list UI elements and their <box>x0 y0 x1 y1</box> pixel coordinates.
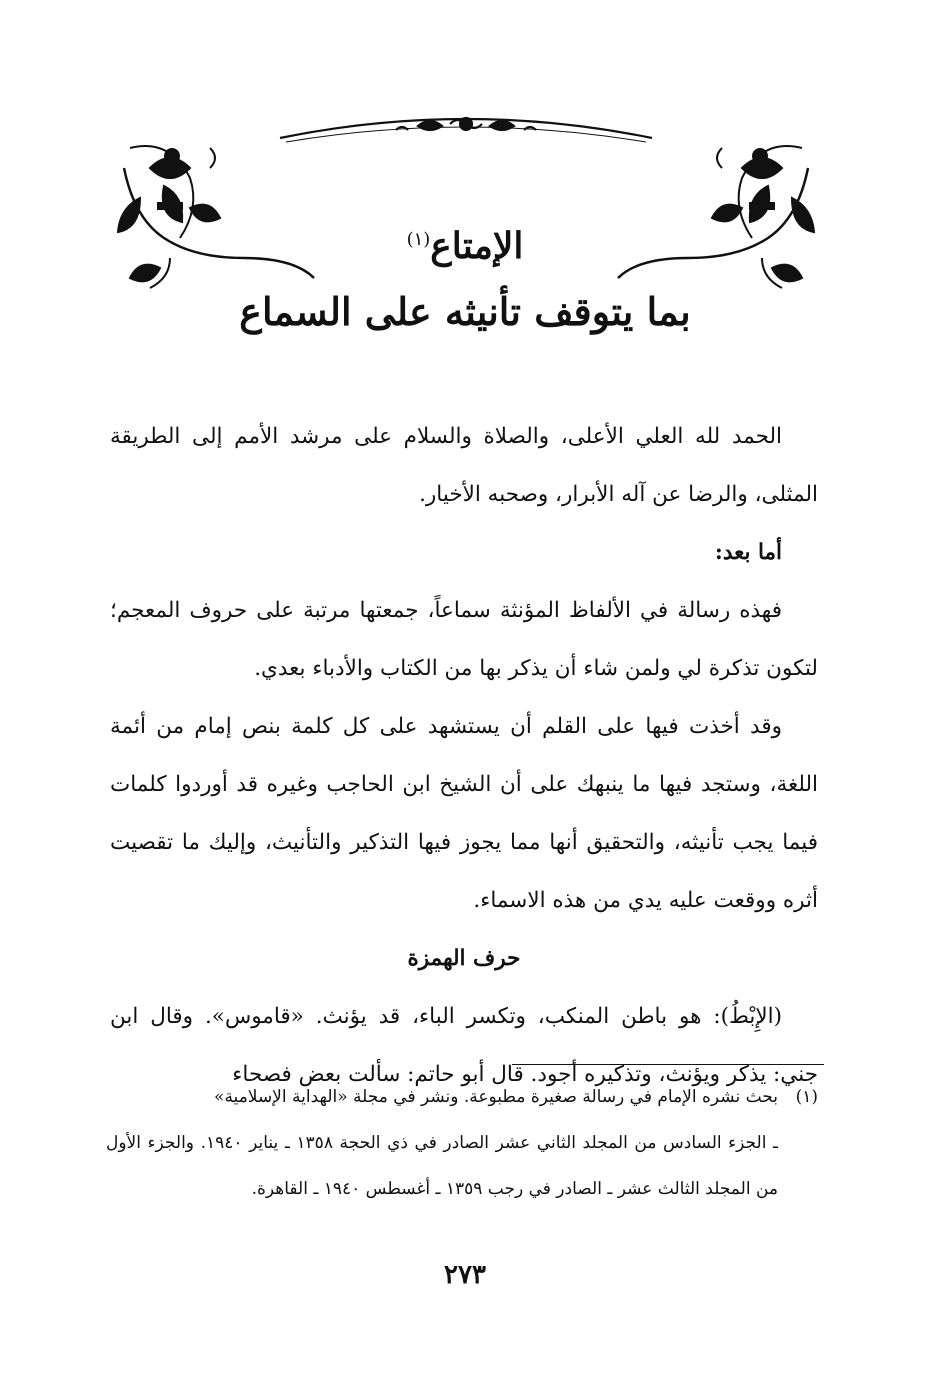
section-heading: حرف الهمزة <box>407 946 521 971</box>
page-number: ٢٧٣ <box>444 1260 486 1290</box>
footnote-separator <box>512 1064 824 1065</box>
footnote-number: (١) <box>795 1087 818 1107</box>
body-text <box>110 408 818 1104</box>
page-title <box>0 222 930 270</box>
entry-paragraph: (الإِبْطُ): هو باطن المنكب، وتكسر الباء، قد يؤنث. «قاموس». وقال ابن جني: يذكر ويؤنث، وتذكيره أجود. قال أبو حاتم: سألت بعض فصحاء <box>110 1004 818 1087</box>
purpose-paragraph: فهذه رسالة في الألفاظ المؤنثة سماعاً، جمعتها مرتبة على حروف المعجم؛ لتكون تذكرة لي ولمن شاء أن يذكر بها من الكتاب والأدباء بعدي. <box>110 598 818 681</box>
method-paragraph: وقد أخذت فيها على القلم أن يستشهد على كل كلمة بنص إمام من أئمة اللغة، وستجد فيها ما ينبهك على أن الشيخ ابن الحاجب وغيره قد أوردوا كلمات فيما يجب تأنيثه، والتحقيق أنها مما يجوز فيها التذكير والتأنيث، وإليك ما تقصيت أثره ووقعت عليه يدي من هذه الاسماء. <box>110 714 818 913</box>
header-ornament <box>110 108 822 308</box>
amma-baad-heading: أما بعد: <box>714 540 782 565</box>
footnote-first-line <box>106 1074 818 1120</box>
footnote-text: بحث نشره الإمام في رسالة صغيرة مطبوعة. ونشر في مجلة «الهداية الإسلامية» <box>214 1087 778 1107</box>
footnotes <box>106 1074 818 1212</box>
footnote-continuation: ـ الجزء السادس من المجلد الثاني عشر الصادر في ذي الحجة ١٣٥٨ ـ يناير ١٩٤٠. والجزء الأول من المجلد الثالث عشر ـ الصادر في رجب ١٣٥٩ ـ أغسطس ١٩٤٠ ـ القاهرة. <box>106 1133 778 1199</box>
intro-paragraph: الحمد لله العلي الأعلى، والصلاة والسلام على مرشد الأمم إلى الطريقة المثلى، والرضا عن آله الأبرار، وصحبه الأخيار. <box>110 424 818 507</box>
scroll-divider-icon <box>280 118 652 142</box>
title-footnote-marker: (١) <box>406 229 431 250</box>
title-text: الإمتاع <box>430 225 524 267</box>
page-subtitle: بما يتوقف تأنيثه على السماع <box>239 289 691 334</box>
